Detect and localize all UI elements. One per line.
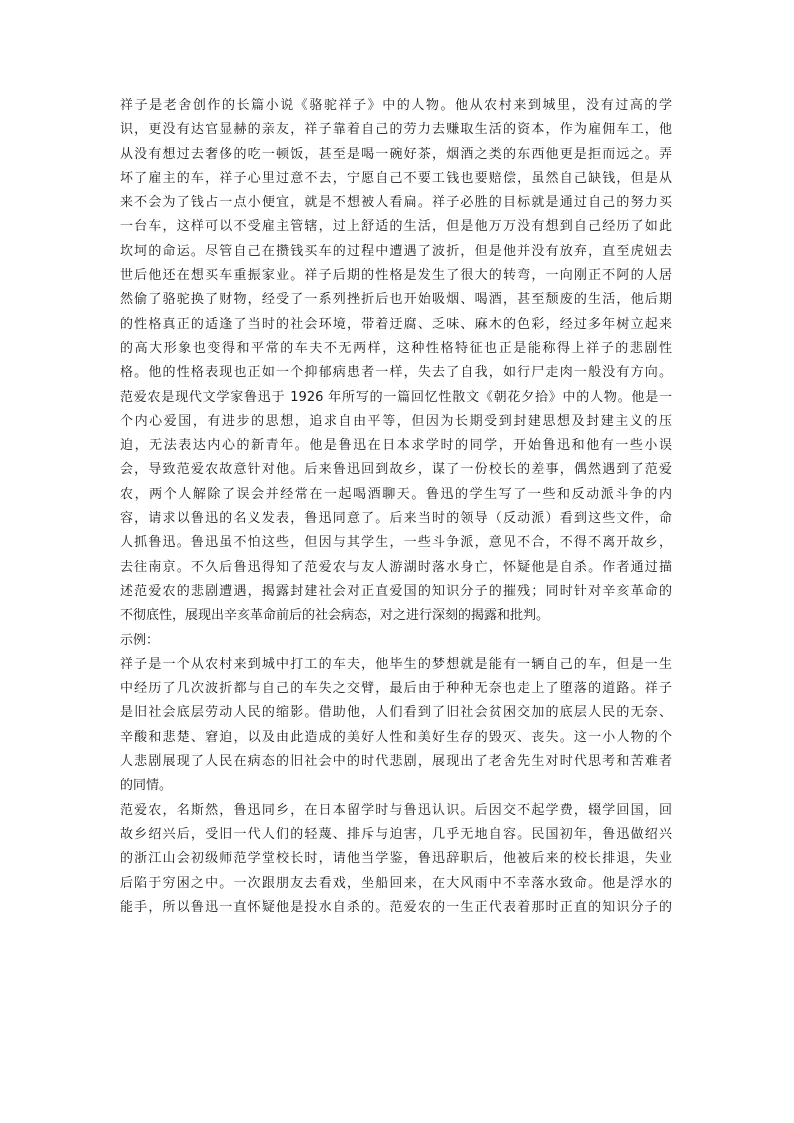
text-line: 从没有想过去奢侈的吃一顿饭，甚至是喝一碗好茶，烟酒之类的东西他更是拒而远之。弄 (120, 146, 672, 162)
text-line: 的浙江山会初级师范学堂校长时，请他当学鉴，鲁迅辞职后，他被后来的校长排退，失业 (120, 851, 672, 867)
text-line: 祥子是一个从农村来到城中打工的车夫，他毕生的梦想就是能有一辆自己的车，但是一生 (120, 656, 672, 672)
text-line: 范爱农是现代文学家鲁迅于 1926 年所写的一篇回忆性散文《朝花夕拾》中的人物。他是一 (120, 389, 672, 405)
text-line: 述范爱农的悲剧遭遇，揭露封建社会对正直爱国的知识分子的摧残；同时针对辛亥革命的 (120, 583, 672, 599)
text-line: 不彻底性，展现出辛亥革命前后的社会病态，对之进行深刻的揭露和批判。 (120, 608, 550, 624)
text-line: 来不会为了钱占一点小便宜，就是不想被人看扁。祥子必胜的目标就是通过自己的努力买 (120, 195, 672, 211)
text-line: 辛酸和悲楚、窘迫，以及由此造成的美好人性和美好生存的毁灭、丧失。这一小人物的个 (120, 729, 672, 745)
text-line: 中经历了几次波折都与自己的车失之交臂，最后由于种种无奈也走上了堕落的道路。祥子 (120, 681, 672, 697)
text-line: 人抓鲁迅。鲁迅虽不怕这些，但因与其学生，一些斗争派，意见不合，不得不离开故乡， (120, 535, 672, 551)
body-text (120, 94, 672, 920)
text-line: 个内心爱国，有进步的思想，追求自由平等，但因为长期受到封建思想及封建主义的压 (120, 413, 672, 429)
text-line: 去往南京。不久后鲁迅得知了范爱农与友人游湖时落水身亡，怀疑他是自杀。作者通过描 (120, 559, 672, 575)
text-line: 识，更没有达官显赫的亲友，祥子靠着自己的劳力去赚取生活的资本，作为雇佣车工，他 (120, 122, 672, 138)
text-line: 人悲剧展现了人民在病态的旧社会中的时代悲剧，展现出了老舍先生对时代思考和苦难者 (120, 754, 672, 770)
text-line: 格。他的性格表现也正如一个抑郁病患者一样，失去了自我，如行尸走肉一般没有方向。 (120, 365, 672, 381)
text-line: 会，导致范爱农故意针对他。后来鲁迅回到故乡，谋了一份校长的差事，偶然遇到了范爱 (120, 462, 672, 478)
text-line: 的高大形象也变得和平常的车夫不无两样，这种性格特征也正是能称得上祥子的悲剧性 (120, 340, 672, 356)
text-line: 迫，无法表达内心的新青年。他是鲁迅在日本求学时的同学，开始鲁迅和他有一些小误 (120, 438, 672, 454)
text-line: 坎坷的命运。尽管自己在攒钱买车的过程中遭遇了波折，但是他并没有放弃，直至虎妞去 (120, 243, 672, 259)
text-line: 世后他还在想买车重振家业。祥子后期的性格是发生了很大的转弯，一向刚正不阿的人居 (120, 268, 672, 284)
text-line: 后陷于穷困之中。一次跟朋友去看戏，坐船回来，在大风雨中不幸落水致命。他是浮水的 (120, 875, 672, 891)
text-line: 的性格真正的适逢了当时的社会环境，带着迂腐、乏味、麻木的色彩，经过多年树立起来 (120, 316, 672, 332)
text-line: 故乡绍兴后，受旧一代人们的轻蔑、排斥与迫害，几乎无地自容。民国初年，鲁迅做绍兴 (120, 826, 672, 842)
text-line: 范爱农，名斯然，鲁迅同乡，在日本留学时与鲁迅认识。后因交不起学费，辍学回国，回 (120, 802, 672, 818)
text-line: 能手，所以鲁迅一直怀疑他是投水自杀的。范爱农的一生正代表着那时正直的知识分子的 (120, 899, 672, 915)
example-heading: 示例： (120, 632, 160, 648)
text-line: 一台车，这样可以不受雇主管辖，过上舒适的生活，但是他万万没有想到自己经历了如此 (120, 219, 672, 235)
text-line: 的同情。 (120, 778, 173, 794)
text-line: 坏了雇主的车，祥子心里过意不去，宁愿自己不要工钱也要赔偿，虽然自己缺钱，但是从 (120, 170, 672, 186)
text-line: 是旧社会底层劳动人民的缩影。借助他，人们看到了旧社会贫困交加的底层人民的无奈、 (120, 705, 672, 721)
text-line: 然偷了骆驼换了财物，经受了一系列挫折后也开始吸烟、喝酒，甚至颓废的生活，他后期 (120, 292, 672, 308)
text-line: 容，请求以鲁迅的名义发表，鲁迅同意了。后来当时的领导（反动派）看到这些文件，命 (120, 511, 672, 527)
text-line: 农，两个人解除了误会并经常在一起喝酒聊天。鲁迅的学生写了一些和反动派斗争的内 (120, 486, 672, 502)
text-line: 祥子是老舍创作的长篇小说《骆驼祥子》中的人物。他从农村来到城里，没有过高的学 (120, 98, 672, 113)
